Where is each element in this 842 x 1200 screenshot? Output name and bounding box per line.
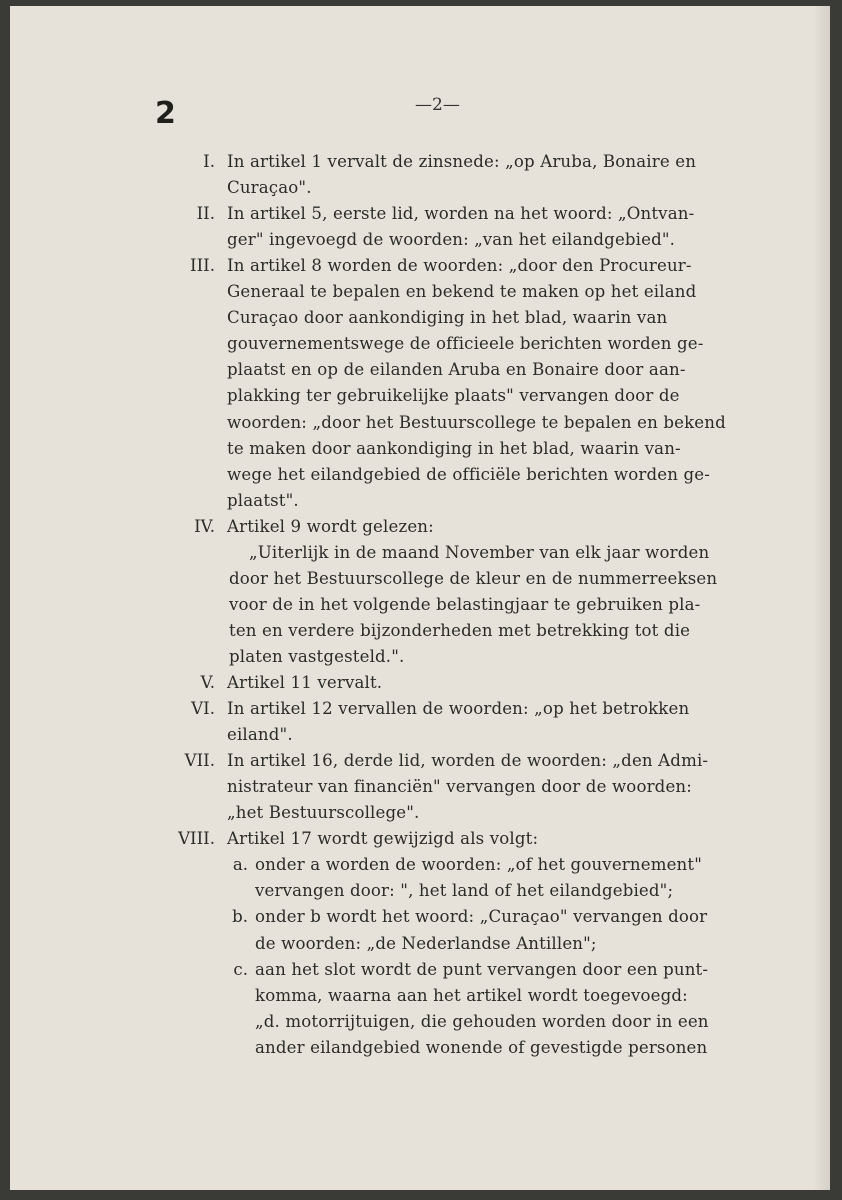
article-line: wege het eilandgebied de officiële berichten worden ge- — [227, 464, 710, 484]
article-number: b. — [232, 907, 248, 927]
article-line: Artikel 11 vervalt. — [227, 673, 383, 692]
article-line: onder b wordt het woord: „Curaçao" vervangen door — [255, 907, 708, 927]
document-page — [10, 6, 830, 1190]
article-line: „Uiterlijk in de maand November van elk jaar worden — [249, 542, 710, 562]
page-number: —2— — [415, 95, 460, 115]
article-number: VII. — [184, 751, 215, 771]
article-line: woorden: „door het Bestuurscollege te bepalen en bekend — [227, 412, 726, 432]
article-line: door het Bestuurscollege de kleur en de nummerreeksen — [229, 568, 718, 588]
article-number: II. — [196, 204, 215, 224]
article-line: vervangen door: ", het land of het eilandgebied"; — [255, 881, 674, 901]
article-line: voor de in het volgende belastingjaar te gebruiken pla- — [229, 594, 701, 614]
article-number: IV. — [194, 516, 215, 536]
article-line: plaatst en op de eilanden Aruba en Bonaire door aan- — [227, 360, 686, 380]
article-line: platen vastgesteld.". — [229, 646, 405, 666]
page-edge-shadow — [812, 6, 830, 1190]
article-line: eiland". — [227, 725, 293, 745]
article-line: nistrateur van financiën" vervangen door de woorden: — [227, 777, 692, 797]
article-line: plakking ter gebruikelijke plaats" vervangen door de — [227, 386, 680, 406]
article-number: I. — [203, 152, 215, 171]
article-line: „d. motorrijtuigen, die gehouden worden door in een — [255, 1011, 709, 1031]
article-line: Curaçao door aankondiging in het blad, waarin van — [227, 308, 668, 328]
article-line: aan het slot wordt de punt vervangen door een punt- — [255, 959, 709, 979]
article-line: Generaal te bepalen en bekend te maken op het eiland — [227, 282, 697, 302]
article-line: ten en verdere bijzonderheden met betrekking tot die — [229, 620, 691, 640]
article-line: komma, waarna aan het artikel wordt toegevoegd: — [255, 985, 688, 1005]
article-line: Curaçao". — [227, 178, 312, 198]
article-number: a. — [232, 855, 248, 875]
article-line: gouvernementswege de officieele berichten worden ge- — [227, 334, 704, 354]
article-number: VI. — [191, 699, 215, 719]
article-number: VIII. — [178, 829, 215, 849]
article-line: Artikel 9 wordt gelezen: — [227, 516, 434, 536]
article-line: In artikel 12 vervallen de woorden: „op het betrokken — [227, 699, 690, 719]
article-line: ger" ingevoegd de woorden: „van het eilandgebied". — [227, 230, 676, 250]
article-line: de woorden: „de Nederlandse Antillen"; — [255, 933, 597, 953]
article-line: In artikel 16, derde lid, worden de woorden: „den Admi- — [227, 751, 709, 771]
article-line: In artikel 8 worden de woorden: „door den Procureur- — [227, 256, 692, 276]
article-number: V. — [200, 673, 215, 692]
article-line: ander eilandgebied wonende of gevestigde personen — [255, 1037, 708, 1057]
article-line: Artikel 17 wordt gewijzigd als volgt: — [227, 829, 539, 849]
article-number: III. — [190, 256, 215, 276]
article-line: In artikel 1 vervalt de zinsnede: „op Aruba, Bonaire en — [227, 152, 697, 171]
article-line: te maken door aankondiging in het blad, waarin van- — [227, 438, 681, 458]
article-line: „het Bestuurscollege". — [227, 803, 420, 823]
page-marker: 2 — [155, 96, 176, 131]
article-line: In artikel 5, eerste lid, worden na het woord: „Ontvan- — [227, 204, 695, 224]
article-line: plaatst". — [227, 490, 299, 510]
article-line: onder a worden de woorden: „of het gouvernement" — [255, 855, 702, 875]
article-number: c. — [233, 959, 248, 979]
